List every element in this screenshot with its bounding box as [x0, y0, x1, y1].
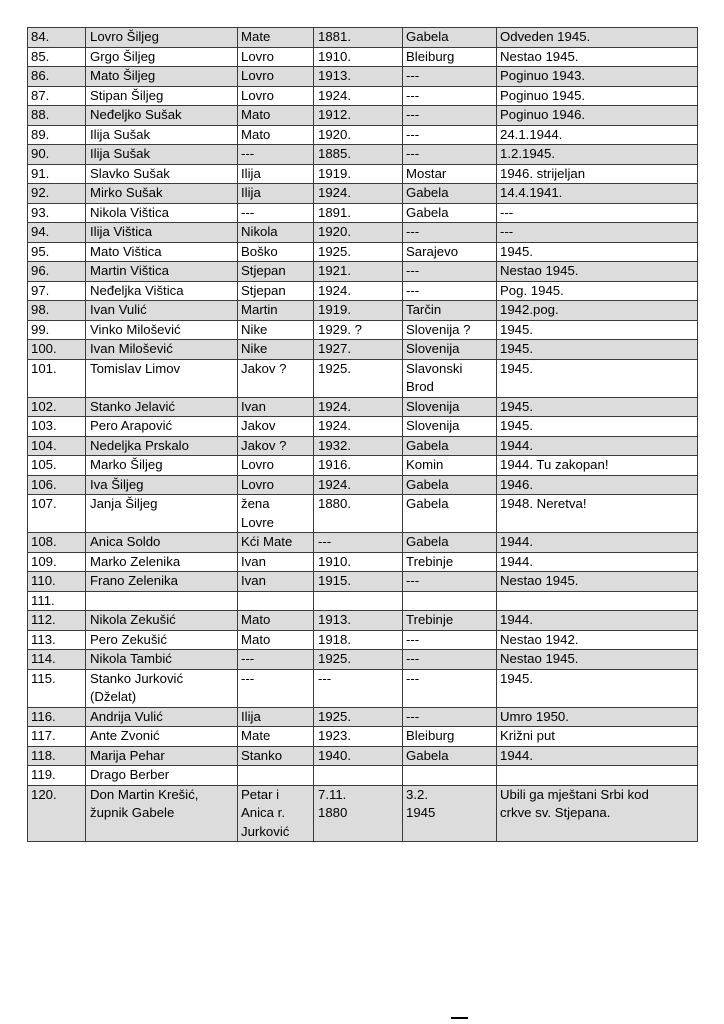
name-cell: Stanko Jelavić	[86, 397, 238, 417]
fate-cell: 1945.	[497, 669, 698, 707]
father-cell: Jakov	[238, 417, 314, 437]
father-cell: Mate	[238, 28, 314, 48]
fate-cell: 1942.pog.	[497, 301, 698, 321]
row-number: 112.	[28, 611, 86, 631]
name-cell: Janja Šiljeg	[86, 495, 238, 533]
table-row	[28, 125, 698, 145]
fate-cell: 14.4.1941.	[497, 184, 698, 204]
place-cell: Gabela	[403, 28, 497, 48]
birth-year-cell: 1925.	[314, 707, 403, 727]
place-cell: ---	[403, 707, 497, 727]
fate-cell: Nestao 1942.	[497, 630, 698, 650]
father-cell: ---	[238, 203, 314, 223]
fate-cell: ---	[497, 203, 698, 223]
table-row	[28, 727, 698, 747]
place-cell: Bleiburg	[403, 727, 497, 747]
name-cell: Nikola Tambić	[86, 650, 238, 670]
name-cell: Marija Pehar	[86, 746, 238, 766]
birth-year-cell: 1924.	[314, 184, 403, 204]
name-cell: Mato Šiljeg	[86, 67, 238, 87]
row-number: 85.	[28, 47, 86, 67]
place-cell: ---	[403, 262, 497, 282]
name-cell: Marko Šiljeg	[86, 456, 238, 476]
birth-year-cell: 1920.	[314, 125, 403, 145]
place-cell: ---	[403, 669, 497, 707]
place-cell	[403, 591, 497, 611]
fate-cell: 1944.	[497, 611, 698, 631]
name-cell: Nikola Vištica	[86, 203, 238, 223]
birth-year-cell: 1924.	[314, 397, 403, 417]
name-cell: Nikola Zekušić	[86, 611, 238, 631]
birth-year-cell: 1925.	[314, 359, 403, 397]
father-cell: Ilija	[238, 164, 314, 184]
birth-year-cell: 1913.	[314, 67, 403, 87]
fate-cell: ---	[497, 223, 698, 243]
father-cell: Ilija	[238, 184, 314, 204]
table-row	[28, 28, 698, 48]
row-number: 110.	[28, 572, 86, 592]
fate-cell: Nestao 1945.	[497, 572, 698, 592]
row-number: 118.	[28, 746, 86, 766]
row-number: 88.	[28, 106, 86, 126]
table-row	[28, 242, 698, 262]
row-number: 90.	[28, 145, 86, 165]
fate-cell: 1946.	[497, 475, 698, 495]
row-number: 117.	[28, 727, 86, 747]
fate-cell: 1.2.1945.	[497, 145, 698, 165]
birth-year-cell: 1932.	[314, 436, 403, 456]
table-row	[28, 495, 698, 533]
table-row	[28, 456, 698, 476]
place-cell: Slovenija	[403, 417, 497, 437]
name-cell: Don Martin Krešić, župnik Gabele	[86, 785, 238, 842]
row-number: 95.	[28, 242, 86, 262]
father-cell: ---	[238, 650, 314, 670]
page-footer-mark	[451, 1017, 468, 1019]
row-number: 115.	[28, 669, 86, 707]
fate-cell: 1945.	[497, 242, 698, 262]
place-cell: Tarčin	[403, 301, 497, 321]
name-cell: Neđeljko Sušak	[86, 106, 238, 126]
father-cell: Nike	[238, 320, 314, 340]
row-number: 104.	[28, 436, 86, 456]
name-cell: Stanko Jurković (Dželat)	[86, 669, 238, 707]
place-cell: Bleiburg	[403, 47, 497, 67]
place-cell: ---	[403, 630, 497, 650]
row-number: 100.	[28, 340, 86, 360]
birth-year-cell: 1940.	[314, 746, 403, 766]
name-cell: Ilija Vištica	[86, 223, 238, 243]
place-cell: Slovenija	[403, 397, 497, 417]
place-cell: Gabela	[403, 533, 497, 553]
table-row	[28, 223, 698, 243]
row-number: 99.	[28, 320, 86, 340]
fate-cell: 1944.	[497, 436, 698, 456]
father-cell: Stjepan	[238, 281, 314, 301]
father-cell: ---	[238, 145, 314, 165]
birth-year-cell: 1919.	[314, 164, 403, 184]
father-cell: Nike	[238, 340, 314, 360]
name-cell: Pero Zekušić	[86, 630, 238, 650]
name-cell: Lovro Šiljeg	[86, 28, 238, 48]
table-row	[28, 145, 698, 165]
name-cell: Nedeljka Prskalo	[86, 436, 238, 456]
father-cell: Ilija	[238, 707, 314, 727]
birth-year-cell: 1924.	[314, 475, 403, 495]
place-cell: Sarajevo	[403, 242, 497, 262]
birth-year-cell: 1923.	[314, 727, 403, 747]
table-row	[28, 301, 698, 321]
father-cell: Lovro	[238, 475, 314, 495]
place-cell: Gabela	[403, 495, 497, 533]
birth-year-cell: 1910.	[314, 552, 403, 572]
table-row	[28, 417, 698, 437]
place-cell: Gabela	[403, 436, 497, 456]
birth-year-cell: ---	[314, 669, 403, 707]
place-cell: Trebinje	[403, 552, 497, 572]
birth-year-cell: 1915.	[314, 572, 403, 592]
table-row	[28, 340, 698, 360]
fate-cell: Poginuo 1943.	[497, 67, 698, 87]
fate-cell: Nestao 1945.	[497, 262, 698, 282]
row-number: 91.	[28, 164, 86, 184]
place-cell: Mostar	[403, 164, 497, 184]
table-row	[28, 591, 698, 611]
fate-cell: Nestao 1945.	[497, 47, 698, 67]
birth-year-cell: 1910.	[314, 47, 403, 67]
row-number: 120.	[28, 785, 86, 842]
father-cell: ---	[238, 669, 314, 707]
fate-cell: Nestao 1945.	[497, 650, 698, 670]
table-row	[28, 86, 698, 106]
father-cell: Lovro	[238, 86, 314, 106]
name-cell: Ivan Vulić	[86, 301, 238, 321]
fate-cell: Odveden 1945.	[497, 28, 698, 48]
father-cell: Jakov ?	[238, 436, 314, 456]
father-cell: Mato	[238, 630, 314, 650]
name-cell: Neđeljka Vištica	[86, 281, 238, 301]
place-cell: ---	[403, 223, 497, 243]
table-row	[28, 533, 698, 553]
row-number: 84.	[28, 28, 86, 48]
place-cell: ---	[403, 67, 497, 87]
birth-year-cell	[314, 766, 403, 786]
father-cell: Mato	[238, 125, 314, 145]
table-row	[28, 707, 698, 727]
row-number: 94.	[28, 223, 86, 243]
father-cell: Stjepan	[238, 262, 314, 282]
fate-cell: 24.1.1944.	[497, 125, 698, 145]
birth-year-cell: 1885.	[314, 145, 403, 165]
table-row	[28, 397, 698, 417]
father-cell: Boško	[238, 242, 314, 262]
table-row	[28, 746, 698, 766]
place-cell: 3.2. 1945	[403, 785, 497, 842]
birth-year-cell: 1929. ?	[314, 320, 403, 340]
fate-cell: 1945.	[497, 417, 698, 437]
father-cell: Martin	[238, 301, 314, 321]
name-cell: Mato Vištica	[86, 242, 238, 262]
fate-cell: 1944.	[497, 552, 698, 572]
birth-year-cell: 1913.	[314, 611, 403, 631]
row-number: 103.	[28, 417, 86, 437]
fate-cell: 1944. Tu zakopan!	[497, 456, 698, 476]
table-row	[28, 766, 698, 786]
fate-cell: 1948. Neretva!	[497, 495, 698, 533]
father-cell: Mate	[238, 727, 314, 747]
fate-cell	[497, 766, 698, 786]
row-number: 87.	[28, 86, 86, 106]
father-cell	[238, 591, 314, 611]
table-row	[28, 262, 698, 282]
row-number: 97.	[28, 281, 86, 301]
table-row	[28, 106, 698, 126]
birth-year-cell: 1924.	[314, 86, 403, 106]
row-number: 114.	[28, 650, 86, 670]
fate-cell: 1945.	[497, 397, 698, 417]
fate-cell: Pog. 1945.	[497, 281, 698, 301]
fate-cell: 1944.	[497, 746, 698, 766]
place-cell: ---	[403, 572, 497, 592]
table-row	[28, 320, 698, 340]
name-cell: Ilija Sušak	[86, 145, 238, 165]
fate-cell: Umro 1950.	[497, 707, 698, 727]
row-number: 102.	[28, 397, 86, 417]
father-cell: Lovro	[238, 67, 314, 87]
row-number: 96.	[28, 262, 86, 282]
name-cell: Slavko Sušak	[86, 164, 238, 184]
birth-year-cell: 1927.	[314, 340, 403, 360]
birth-year-cell: 1925.	[314, 242, 403, 262]
place-cell: Gabela	[403, 203, 497, 223]
father-cell: Petar i Anica r. Jurković	[238, 785, 314, 842]
row-number: 108.	[28, 533, 86, 553]
father-cell: Nikola	[238, 223, 314, 243]
name-cell: Ivan Milošević	[86, 340, 238, 360]
father-cell: Ivan	[238, 572, 314, 592]
father-cell	[238, 766, 314, 786]
fate-cell	[497, 591, 698, 611]
fate-cell: 1946. strijeljan	[497, 164, 698, 184]
birth-year-cell: 1918.	[314, 630, 403, 650]
name-cell: Martin Vištica	[86, 262, 238, 282]
fate-cell: 1945.	[497, 359, 698, 397]
table-row	[28, 572, 698, 592]
birth-year-cell: 1916.	[314, 456, 403, 476]
father-cell: Ivan	[238, 397, 314, 417]
victims-table	[27, 27, 698, 842]
name-cell: Mirko Sušak	[86, 184, 238, 204]
place-cell: ---	[403, 106, 497, 126]
table-row	[28, 552, 698, 572]
row-number: 106.	[28, 475, 86, 495]
row-number: 92.	[28, 184, 86, 204]
table-row	[28, 67, 698, 87]
row-number: 113.	[28, 630, 86, 650]
father-cell: Mato	[238, 611, 314, 631]
father-cell: Lovro	[238, 456, 314, 476]
table-row	[28, 650, 698, 670]
name-cell: Pero Arapović	[86, 417, 238, 437]
father-cell: Stanko	[238, 746, 314, 766]
place-cell: Slovenija	[403, 340, 497, 360]
table-row	[28, 475, 698, 495]
birth-year-cell: 1924.	[314, 281, 403, 301]
table-row	[28, 785, 698, 842]
fate-cell: Križni put	[497, 727, 698, 747]
birth-year-cell	[314, 591, 403, 611]
fate-cell: 1944.	[497, 533, 698, 553]
father-cell: žena Lovre	[238, 495, 314, 533]
row-number: 93.	[28, 203, 86, 223]
row-number: 119.	[28, 766, 86, 786]
table-row	[28, 281, 698, 301]
row-number: 107.	[28, 495, 86, 533]
place-cell: ---	[403, 281, 497, 301]
place-cell: ---	[403, 125, 497, 145]
fate-cell: Ubili ga mještani Srbi kod crkve sv. Stjepana.	[497, 785, 698, 842]
birth-year-cell: 1924.	[314, 417, 403, 437]
father-cell: Lovro	[238, 47, 314, 67]
table-row	[28, 47, 698, 67]
birth-year-cell: 1921.	[314, 262, 403, 282]
birth-year-cell: 1925.	[314, 650, 403, 670]
place-cell	[403, 766, 497, 786]
name-cell: Grgo Šiljeg	[86, 47, 238, 67]
table-row	[28, 184, 698, 204]
birth-year-cell: 1880.	[314, 495, 403, 533]
birth-year-cell: 1912.	[314, 106, 403, 126]
birth-year-cell: 7.11. 1880	[314, 785, 403, 842]
table-row	[28, 164, 698, 184]
name-cell: Anica Soldo	[86, 533, 238, 553]
row-number: 101.	[28, 359, 86, 397]
table-row	[28, 669, 698, 707]
birth-year-cell: 1920.	[314, 223, 403, 243]
name-cell: Marko Zelenika	[86, 552, 238, 572]
table-row	[28, 630, 698, 650]
name-cell: Ilija Sušak	[86, 125, 238, 145]
place-cell: Gabela	[403, 184, 497, 204]
name-cell: Vinko Milošević	[86, 320, 238, 340]
row-number: 111.	[28, 591, 86, 611]
row-number: 98.	[28, 301, 86, 321]
father-cell: Kći Mate	[238, 533, 314, 553]
birth-year-cell: 1891.	[314, 203, 403, 223]
table-row	[28, 611, 698, 631]
name-cell: Ante Zvonić	[86, 727, 238, 747]
fate-cell: 1945.	[497, 320, 698, 340]
place-cell: Slavonski Brod	[403, 359, 497, 397]
row-number: 116.	[28, 707, 86, 727]
name-cell: Iva Šiljeg	[86, 475, 238, 495]
birth-year-cell: 1881.	[314, 28, 403, 48]
table-row	[28, 359, 698, 397]
name-cell	[86, 591, 238, 611]
place-cell: Gabela	[403, 746, 497, 766]
row-number: 105.	[28, 456, 86, 476]
row-number: 89.	[28, 125, 86, 145]
birth-year-cell: 1919.	[314, 301, 403, 321]
name-cell: Stipan Šiljeg	[86, 86, 238, 106]
table-row	[28, 203, 698, 223]
name-cell: Andrija Vulić	[86, 707, 238, 727]
place-cell: ---	[403, 145, 497, 165]
fate-cell: 1945.	[497, 340, 698, 360]
row-number: 86.	[28, 67, 86, 87]
father-cell: Mato	[238, 106, 314, 126]
place-cell: Trebinje	[403, 611, 497, 631]
place-cell: ---	[403, 86, 497, 106]
birth-year-cell: ---	[314, 533, 403, 553]
father-cell: Ivan	[238, 552, 314, 572]
row-number: 109.	[28, 552, 86, 572]
fate-cell: Poginuo 1946.	[497, 106, 698, 126]
name-cell: Tomislav Limov	[86, 359, 238, 397]
place-cell: ---	[403, 650, 497, 670]
place-cell: Komin	[403, 456, 497, 476]
father-cell: Jakov ?	[238, 359, 314, 397]
place-cell: Slovenija ?	[403, 320, 497, 340]
name-cell: Frano Zelenika	[86, 572, 238, 592]
place-cell: Gabela	[403, 475, 497, 495]
name-cell: Drago Berber	[86, 766, 238, 786]
fate-cell: Poginuo 1945.	[497, 86, 698, 106]
table-row	[28, 436, 698, 456]
